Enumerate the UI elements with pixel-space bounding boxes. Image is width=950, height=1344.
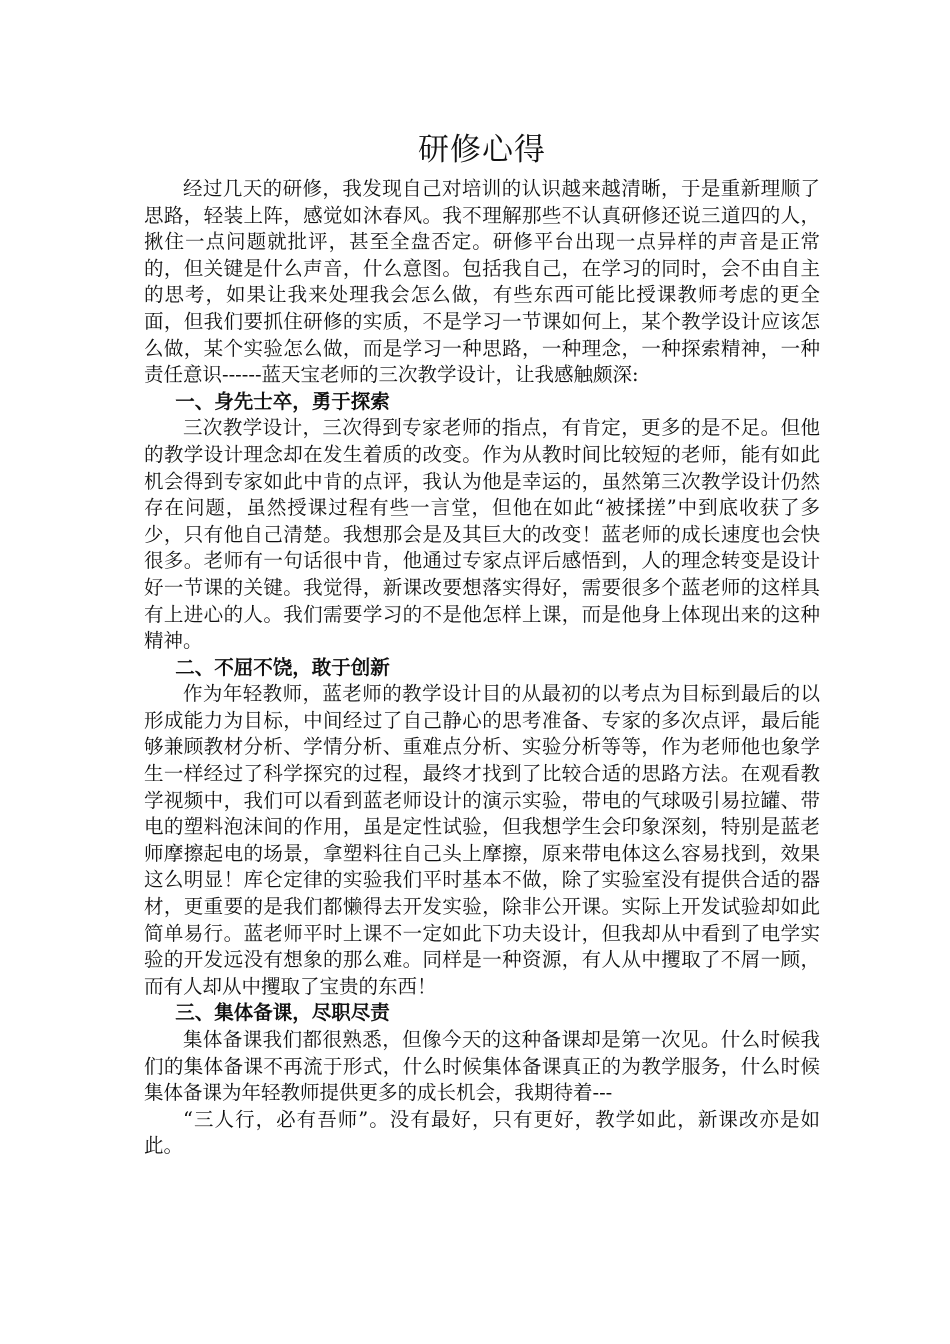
section-body: 作为年轻教师，蓝老师的教学设计目的从最初的以考点为目标到最后的以形成能力为目标，中间经过了自己静心的思考准备、专家的多次点评，最后能够兼顾教材分析、学情分析、重难点分析、实验分析等等，作为老师他也象学生一样经过了科学探究的过程，最终才找到了比较合适的思路方法。在观看教学视频中，我们可以看到蓝老师设计的演示实验，带电的气球吸引易拉罐、带电的塑料泡沫间的作用，虽是定性试验，但我想学生会印象深刻，特别是蓝老师摩擦起电的场景，拿塑料往自己头上摩擦，原来带电体这么容易找到，效果这么明显！库仑定律的实验我们平时基本不做，除了实验室没有提供合适的器材，更重要的是我们都懒得去开发实验，除非公开课。实际上开发试验却如此简单易行。蓝老师平时上课不一定如此下功夫设计，但我却从中看到了电学实验的开发远没有想象的那么难。同样是一种资源，有人从中攫取了不屑一顾，而有人却从中攫取了宝贵的东西！: [144, 682, 820, 998]
section-body: 集体备课我们都很熟悉，但像今天的这种备课却是第一次见。什么时候我们的集体备课不再流于形式，什么时候集体备课真正的为教学服务，什么时候集体备课为年轻教师提供更多的成长机会，我期待着---: [144, 1028, 820, 1105]
closing-paragraph: “三人行，必有吾师”。没有最好，只有更好，教学如此，新课改亦是如此。: [144, 1107, 820, 1158]
section-1: [144, 389, 820, 655]
section-3: [144, 1000, 820, 1106]
document-page: [144, 128, 820, 1160]
section-heading: 三、集体备课，尽职尽责: [175, 1001, 390, 1025]
document-title: 研修心得: [418, 132, 546, 168]
section-heading: 一、身先士卒，勇于探索: [175, 389, 390, 413]
section-2: [144, 655, 820, 1001]
section-body: 三次教学设计，三次得到专家老师的指点，有肯定，更多的是不足。但他的教学设计理念却在发生着质的改变。作为从教时间比较短的老师，能有如此机会得到专家如此中肯的点评，我认为他是幸运的，虽然第三次教学设计仍然存在问题，虽然授课过程有些一言堂，但他在如此“被揉搓”中到底收获了多少，只有他自己清楚。我想那会是及其巨大的改变！蓝老师的成长速度也会快很多。老师有一句话很中肯，他通过专家点评后感悟到，人的理念转变是设计好一节课的关键。我觉得，新课改要想落实得好，需要很多个蓝老师的这样具有上进心的人。我们需要学习的不是他怎样上课，而是他身上体现出来的这种精神。: [144, 416, 820, 653]
intro-paragraph: 经过几天的研修，我发现自己对培训的认识越来越清晰，于是重新理顺了思路，轻装上阵，感觉如沐春风。我不理解那些不认真研修还说三道四的人，揪住一点问题就批评，甚至全盘否定。研修平台出现一点异样的声音是正常的，但关键是什么声音，什么意图。包括我自己，在学习的同时，会不由自主的思考，如果让我来处理我会怎么做，有些东西可能比授课教师考虑的更全面，但我们要抓住研修的实质，不是学习一节课如何上，某个教学设计应该怎么做，某个实验怎么做，而是学习一种思路，一种理念，一种探索精神，一种责任意识------蓝天宝老师的三次教学设计，让我感触颇深:: [144, 177, 820, 387]
section-heading: 二、不屈不饶，敢于创新: [175, 655, 390, 679]
